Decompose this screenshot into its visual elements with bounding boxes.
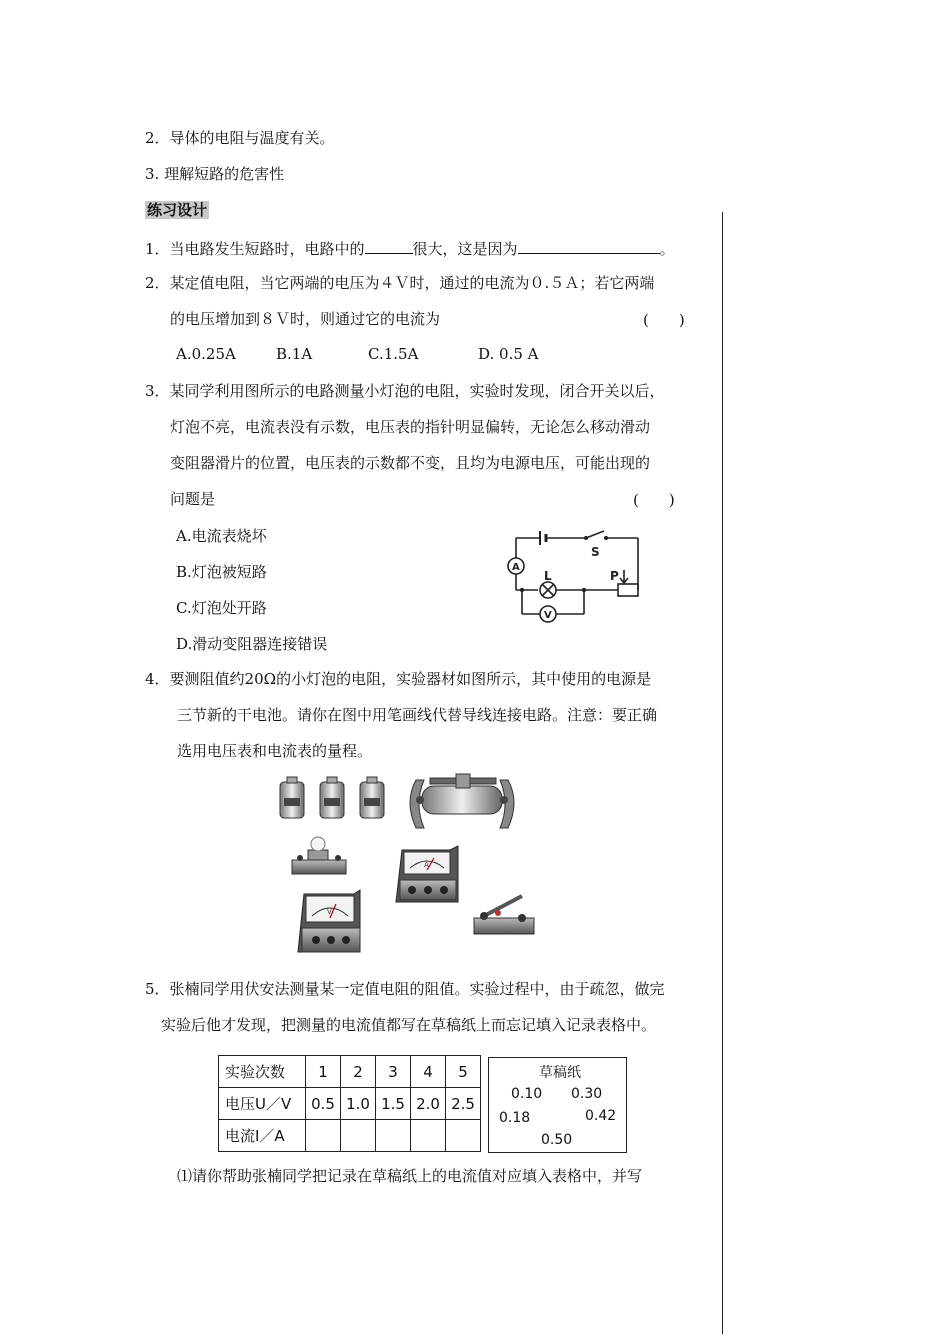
circuit-label-voltmeter: V (544, 610, 552, 621)
equipment-illustration (270, 768, 570, 958)
intro-item-3: 3. 理解短路的危害性 (145, 165, 285, 183)
draft-value: 0.30 (571, 1086, 603, 1102)
draft-value: 0.10 (511, 1086, 543, 1102)
q1-blank-2[interactable] (518, 237, 660, 254)
battery-icon (360, 777, 384, 818)
table-row (219, 1056, 481, 1088)
table-row (219, 1120, 481, 1152)
table-row (219, 1088, 481, 1120)
q3-answer-paren[interactable]: ( ) (633, 491, 675, 509)
voltage-cell: 1.0 (341, 1088, 376, 1120)
header-current: 电流I／A (219, 1120, 306, 1152)
current-cell-empty[interactable] (446, 1120, 481, 1152)
q1-blank-1[interactable] (365, 237, 413, 254)
voltage-cell: 0.5 (306, 1088, 341, 1120)
q2-line-2: 的电压增加到８Ｖ时，则通过它的电流为 (170, 310, 441, 328)
trial-cell: 5 (446, 1056, 481, 1088)
q3-line-1: 3．某同学利用图所示的电路测量小灯泡的电阻，实验时发现，闭合开关以后， (145, 382, 665, 400)
voltmeter-dial-label: V (327, 908, 332, 916)
voltage-cell: 2.0 (411, 1088, 446, 1120)
q4-line-2: 三节新的干电池。请你在图中用笔画线代替导线连接电路。注意：要正确 (177, 706, 658, 724)
q3-line-3: 变阻器滑片的位置，电压表的示数都不变，且均为电源电压，可能出现的 (170, 454, 651, 472)
draft-value: 0.18 (499, 1110, 531, 1126)
q2-option-a[interactable]: A.0.25A (176, 345, 236, 363)
q4-line-1: 4．要测阻值约20Ω的小灯泡的电阻，实验器材如图所示，其中使用的电源是 (145, 670, 652, 688)
q5-sub-1: ⑴请你帮助张楠同学把记录在草稿纸上的电流值对应填入表格中，并写 (177, 1167, 643, 1185)
trial-cell: 4 (411, 1056, 446, 1088)
record-table (218, 1055, 481, 1152)
draft-value: 0.42 (585, 1108, 617, 1124)
section-title-text: 练习设计 (147, 201, 208, 219)
header-trial: 实验次数 (219, 1056, 306, 1088)
voltage-cell: 1.5 (376, 1088, 411, 1120)
draft-paper-box (488, 1057, 627, 1153)
current-cell-empty[interactable] (306, 1120, 341, 1152)
current-cell-empty[interactable] (376, 1120, 411, 1152)
q3-line-2: 灯泡不亮，电流表没有示数，电压表的指针明显偏转，无论怎么移动滑动 (170, 418, 651, 436)
q2-line-1: 2．某定值电阻，当它两端的电压为４Ｖ时，通过的电流为０.５Ａ；若它两端 (145, 274, 655, 292)
circuit-diagram (500, 520, 650, 630)
section-title (145, 200, 209, 220)
q3-line-4: 问题是 (170, 490, 216, 508)
q2-option-c[interactable]: C.1.5A (368, 345, 419, 363)
ammeter-icon (396, 846, 458, 902)
q5-line-2: 实验后他才发现，把测量的电流值都写在草稿纸上而忘记填入记录表格中。 (161, 1016, 657, 1034)
q1-text-mid: 很大，这是因为 (412, 240, 518, 258)
q3-option-c[interactable]: C.灯泡处开路 (176, 599, 267, 617)
q1-text-end: 。 (659, 240, 675, 258)
current-cell-empty[interactable] (411, 1120, 446, 1152)
draft-title: 草稿纸 (539, 1065, 581, 1081)
trial-cell: 3 (376, 1056, 411, 1088)
trial-cell: 2 (341, 1056, 376, 1088)
q5-line-1: 5．张楠同学用伏安法测量某一定值电阻的阻值。实验过程中，由于疏忽，做完 (145, 980, 665, 998)
q2-answer-paren[interactable]: ( ) (643, 311, 685, 329)
q3-option-d[interactable]: D.滑动变阻器连接错误 (176, 635, 328, 653)
circuit-label-lamp: L (544, 569, 552, 583)
question-1 (145, 237, 675, 259)
trial-cell: 1 (306, 1056, 341, 1088)
q3-option-a[interactable]: A.电流表烧坏 (176, 527, 267, 545)
q1-text-pre: 1．当电路发生短路时，电路中的 (145, 240, 365, 258)
current-cell-empty[interactable] (341, 1120, 376, 1152)
header-voltage: 电压U／V (219, 1088, 306, 1120)
voltage-cell: 2.5 (446, 1088, 481, 1120)
circuit-label-ammeter: A (512, 562, 520, 573)
ammeter-dial-label: A (424, 861, 429, 869)
rheostat-icon (410, 774, 514, 828)
draft-value: 0.50 (541, 1132, 573, 1148)
margin-rule (722, 212, 723, 1334)
circuit-label-slider: P (610, 569, 619, 583)
knife-switch-icon (474, 896, 534, 934)
voltmeter-icon (298, 890, 360, 952)
lamp-holder-icon (292, 837, 346, 874)
battery-icon (320, 777, 344, 818)
intro-item-2: 2．导体的电阻与温度有关。 (145, 129, 335, 147)
battery-icon (280, 777, 304, 818)
q2-option-d[interactable]: D. 0.5 A (478, 345, 539, 363)
circuit-label-switch: S (591, 545, 600, 559)
q4-line-3: 选用电压表和电流表的量程。 (177, 742, 373, 760)
q2-option-b[interactable]: B.1A (276, 345, 313, 363)
q3-option-b[interactable]: B.灯泡被短路 (176, 563, 267, 581)
